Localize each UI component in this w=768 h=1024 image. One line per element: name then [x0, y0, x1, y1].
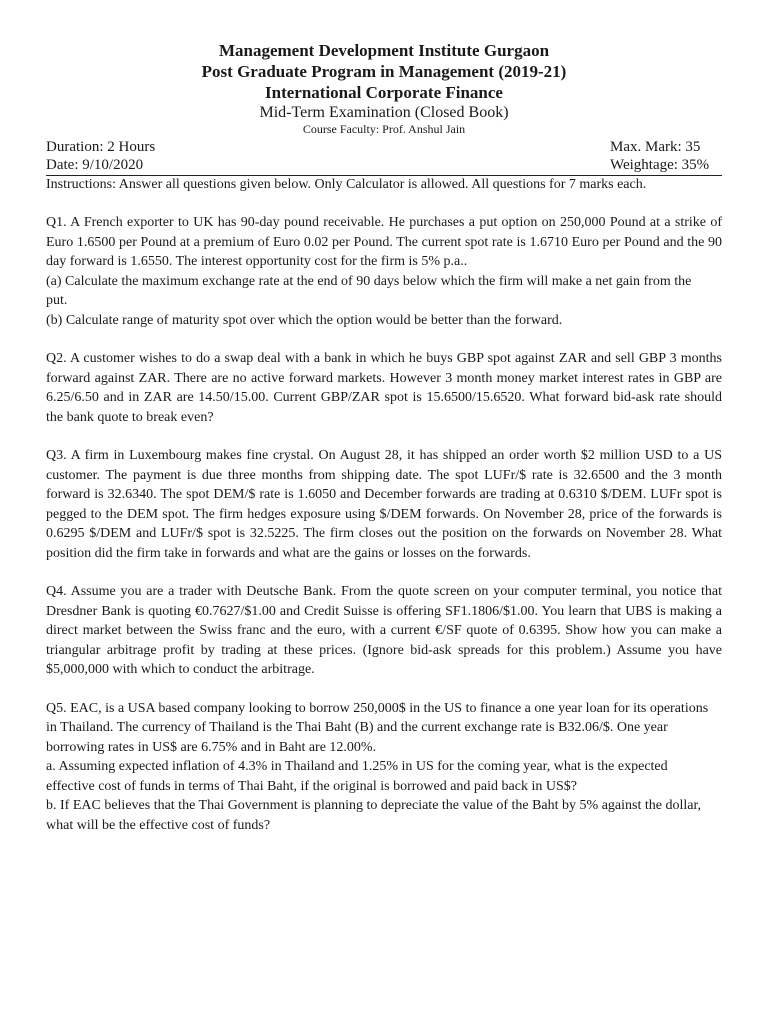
- duration: Duration: 2 Hours: [46, 139, 156, 155]
- exam-meta: [46, 138, 722, 174]
- exam-title: Mid-Term Examination (Closed Book): [259, 104, 509, 121]
- question-text: Q5. EAC, is a USA based company looking to borrow 250,000$ in the US to finance a one year loan for its operations in Thailand. The currency of Thailand is the Thai Baht (B) and the current exchange rate is B32.06/$. One year borrowing rates in US$ are 6.75% and in Baht are 12.00%.: [46, 700, 709, 755]
- question-text: Q3. A firm in Luxembourg makes fine crystal. On August 28, it has shipped an order worth $2 million USD to a US customer. The payment is due three months from shipping date. The spot LUFr/$ rate is 32.6500 and the 3 month forward is 32.6340. The spot DEM/$ rate is 1.6050 and December forwards are trading at 0.6310 $/DEM. LUFr spot is pegged to the DEM spot. The firm hedges exposure using $/DEM forwards. On November 28, price of the forwards is 0.6295 $/DEM and LUFr/$ spot is 32.5225. The firm closes out the position on the forwards on November 28. What position did the firm take in forwards and what are the gains or losses on the forwards.: [46, 448, 722, 561]
- question-text: Q1. A French exporter to UK has 90-day pound receivable. He purchases a put option on 250,000 Pound at a strike of Euro 1.6500 per Pound at a premium of Euro 0.02 per Pound. The current spot rate is 1.6710 Euro per Pound and the 90 day forward is 1.6550. The interest opportunity cost for the firm is 5% p.a..: [46, 215, 722, 269]
- question-2: [46, 349, 722, 427]
- question-text: Q2. A customer wishes to do a swap deal with a bank in which he buys GBP spot against ZAR and sell GBP 3 months forward against ZAR. There are no active forward markets. However 3 month money market interest rates in GBP are 6.25/6.50 and in ZAR are 14.50/15.00. Current GBP/ZAR spot is 15.6500/15.6520. What forward bid-ask rate should the bank quote to break even?: [46, 351, 722, 425]
- question-1: [46, 213, 722, 330]
- question-4: [46, 582, 722, 680]
- exam-date: Date: 9/10/2020: [46, 157, 144, 173]
- program-name: Post Graduate Program in Management (2019-21): [201, 62, 567, 81]
- question-part-a: a. Assuming expected inflation of 4.3% in Thailand and 1.25% in US for the coming year, what is the expected effective cost of funds in terms of Thai Baht, if the original is borrowed and paid back in US$?: [46, 759, 668, 794]
- weightage: Weightage: 35%: [610, 157, 710, 173]
- question-part-b: (b) Calculate range of maturity spot over which the option would be better than the forward.: [46, 312, 563, 328]
- exam-page: [46, 40, 722, 835]
- course-title: International Corporate Finance: [265, 83, 503, 102]
- meta-row-date: [46, 156, 722, 174]
- question-3: [46, 446, 722, 563]
- course-faculty: Course Faculty: Prof. Anshul Jain: [302, 122, 466, 136]
- question-part-a: (a) Calculate the maximum exchange rate at the end of 90 days below which the firm will make a net gain from the put.: [46, 273, 692, 308]
- question-text: Q4. Assume you are a trader with Deutsche Bank. From the quote screen on your computer terminal, you notice that Dresdner Bank is quoting €0.7627/$1.00 and Credit Suisse is offering SF1.1806/$1.00. You learn that UBS is making a direct market between the Swiss franc and the euro, with a current €/SF quote of 0.6395. Show how you can make a triangular arbitrage profit by trading at these prices. (Ignore bid-ask spreads for this problem.) Assume you have $5,000,000 with which to conduct the arbitrage.: [46, 584, 722, 677]
- question-5: [46, 699, 722, 836]
- institute-name: Management Development Institute Gurgaon: [218, 41, 550, 60]
- instructions: Instructions: Answer all questions given below. Only Calculator is allowed. All questions for 7 marks each.: [46, 175, 722, 194]
- meta-row-duration: [46, 138, 722, 156]
- exam-header: [46, 40, 722, 136]
- max-mark: Max. Mark: 35: [610, 139, 701, 155]
- question-part-b: b. If EAC believes that the Thai Government is planning to depreciate the value of the Baht by 5% against the dollar, what will be the effective cost of funds?: [46, 798, 702, 833]
